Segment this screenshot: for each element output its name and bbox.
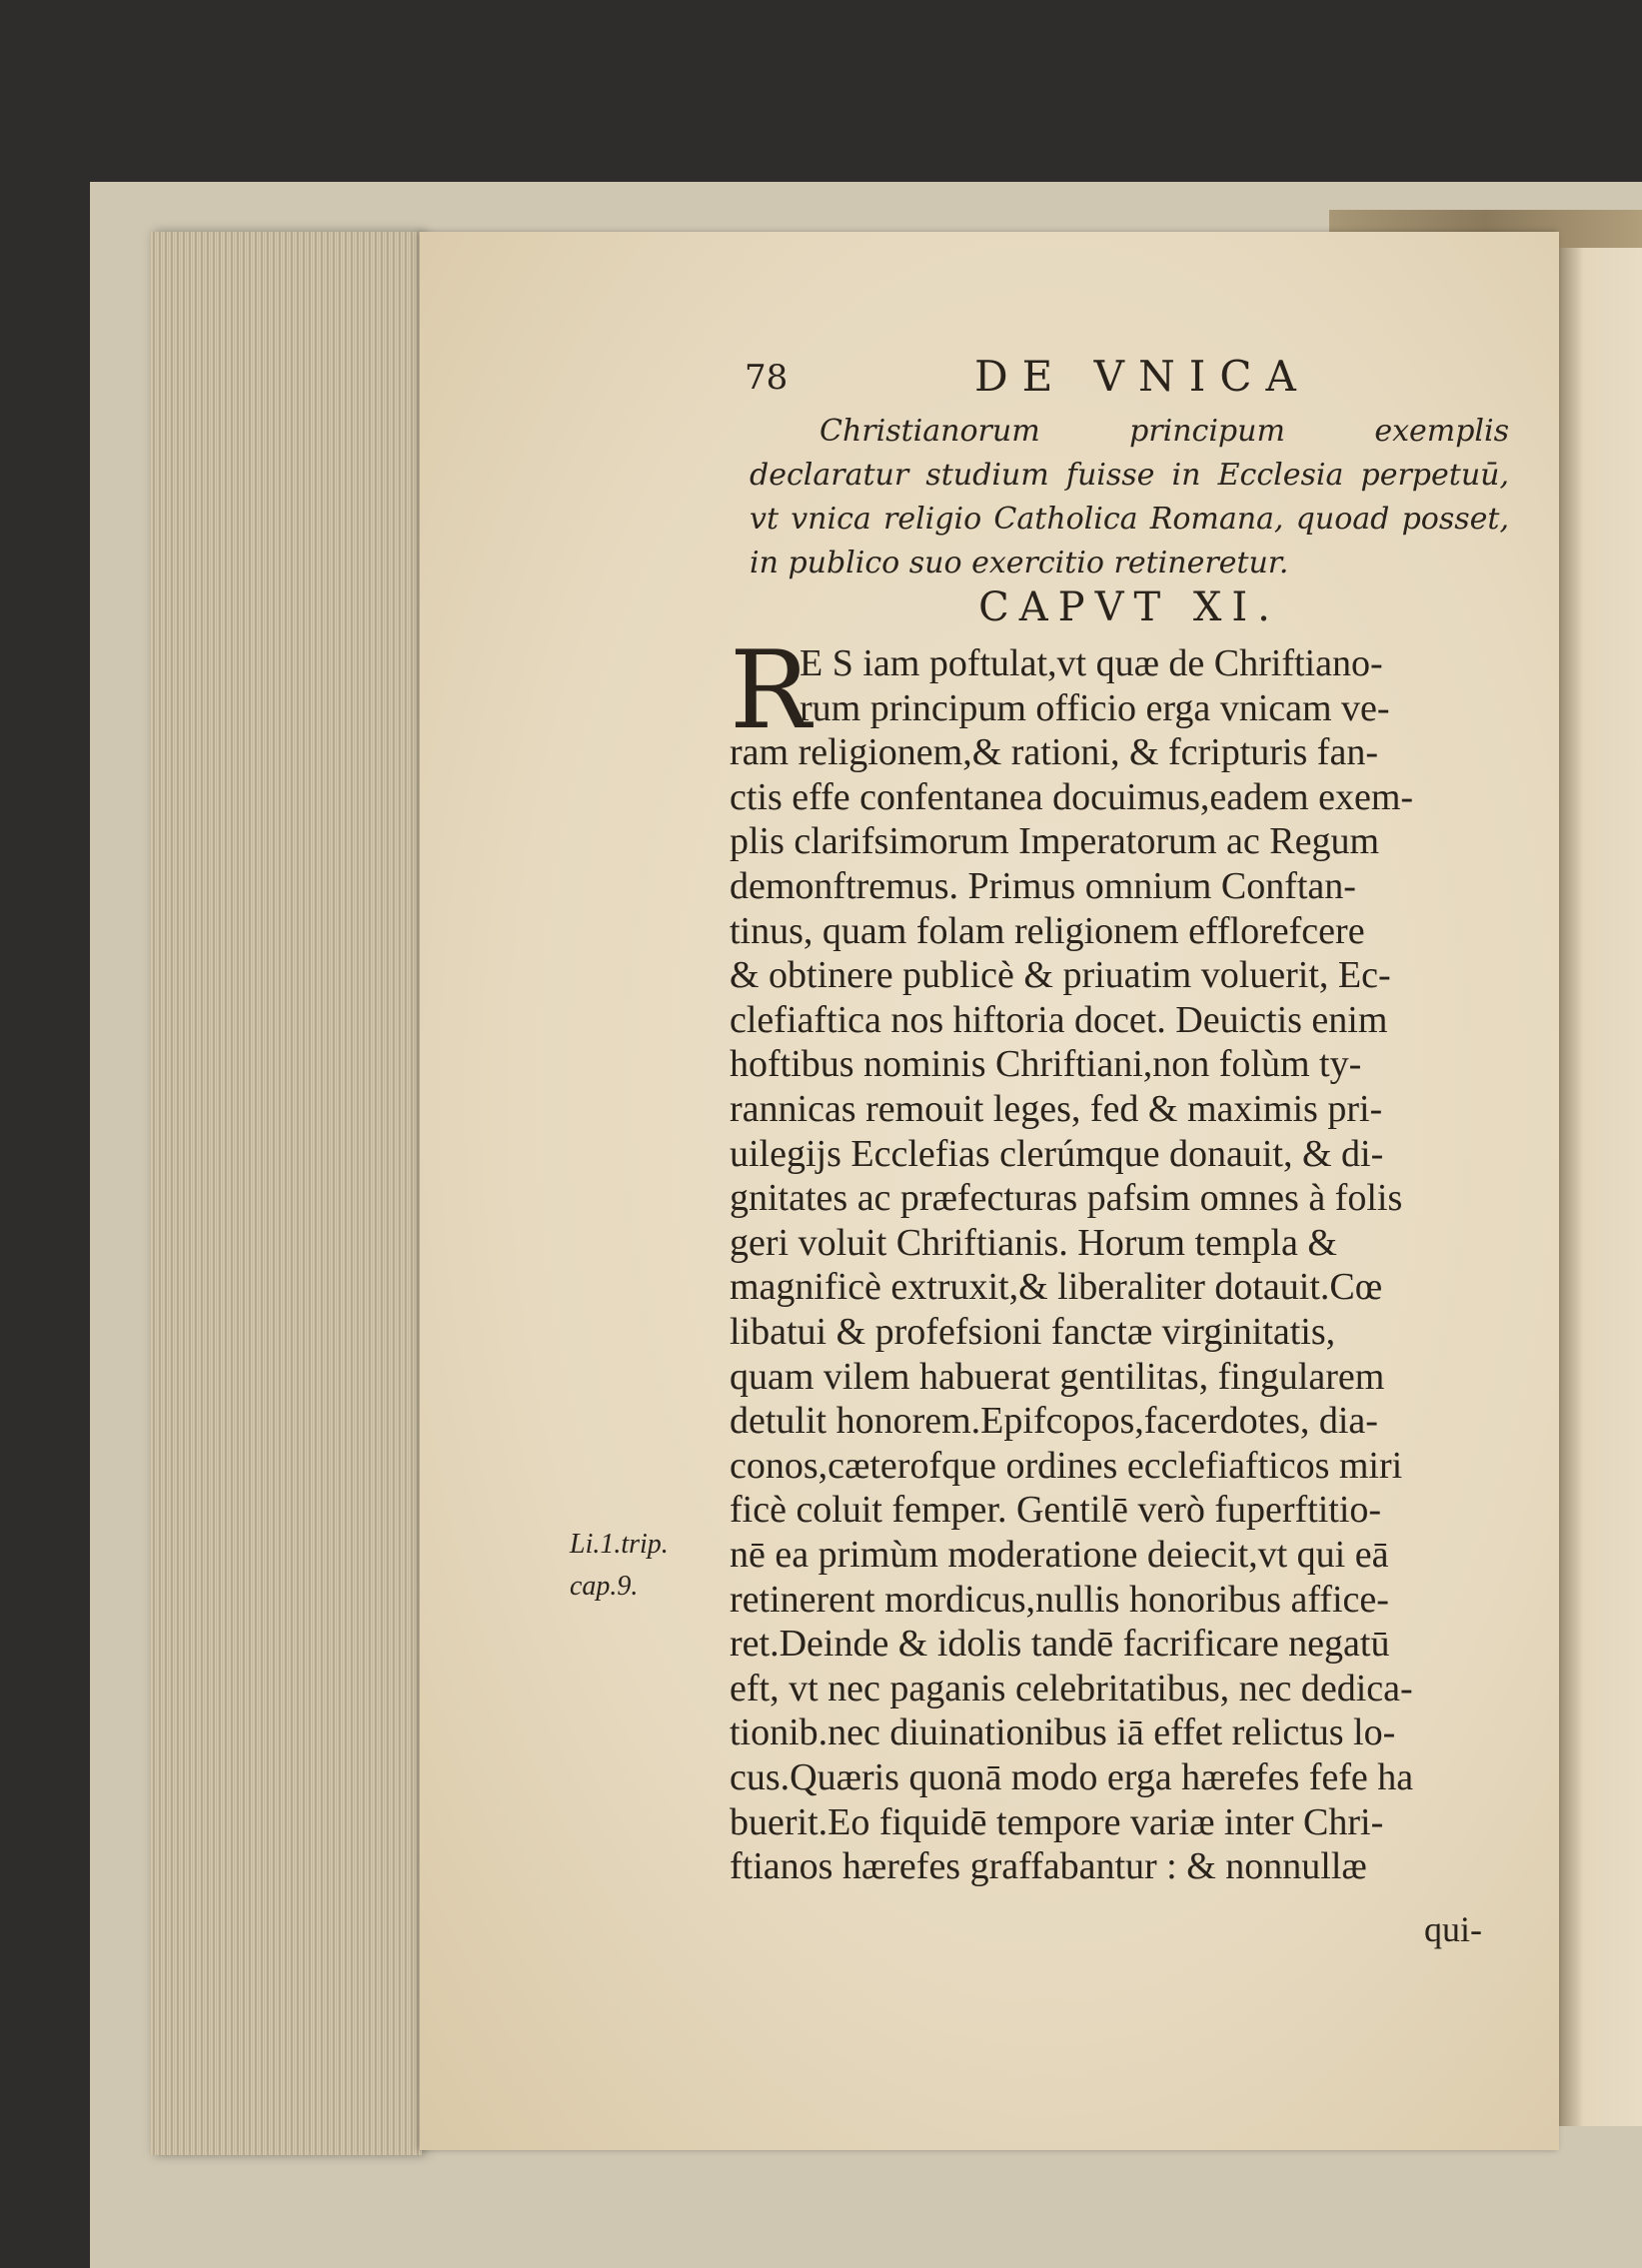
text-line: ram religionem,& rationi, & fcripturis fan- <box>730 731 1378 774</box>
text-line: clefiaftica nos hiftoria docet. Deuictis enim <box>730 998 1388 1041</box>
text-line: rannicas remouit leges, fed & maximis pri- <box>730 1088 1383 1130</box>
text-line: tionib.nec diuinationibus iā effet relictus lo- <box>730 1711 1396 1754</box>
text-line: ficè coluit femper. Gentilē verò fuperftitio- <box>730 1489 1382 1532</box>
text-line: geri voluit Chriftianis. Horum templa & <box>730 1221 1337 1264</box>
text-line: E S iam poftulat,vt quæ de Chriftiano- <box>800 642 1383 684</box>
margin-note-line: cap.9. <box>570 1571 639 1602</box>
text-line: uilegijs Ecclefias clerúmque donauit, & di- <box>730 1132 1384 1175</box>
text-line: buerit.Eo fiquidē tempore variæ inter Chri- <box>730 1800 1384 1843</box>
catchword: qui- <box>1424 1909 1482 1949</box>
margin-note <box>570 1524 669 1608</box>
text-line: plis clarifsimorum Imperatorum ac Regum <box>730 820 1380 863</box>
text-line: eft, vt nec paganis celebritatibus, nec dedica- <box>730 1667 1413 1709</box>
text-line: gnitates ac præfecturas pafsim omnes à folis <box>730 1177 1403 1220</box>
text-line: quam vilem habuerat gentilitas, fingularem <box>730 1355 1385 1398</box>
chapter-title: CAPVT XI. <box>978 584 1280 630</box>
margin-note-line: Li.1.trip. <box>570 1529 669 1560</box>
text-line: hoftibus nominis Chriftiani,non folùm ty- <box>730 1043 1362 1086</box>
text-line: retinerent mordicus,nullis honoribus affice- <box>730 1578 1389 1621</box>
text-line: ctis effe confentanea docuimus,eadem exem- <box>730 775 1414 818</box>
text-line: rum principum officio erga vnicam ve- <box>800 686 1390 729</box>
text-line: detulit honorem.Epifcopos,facerdotes, dia- <box>730 1400 1378 1443</box>
drop-cap: R <box>730 628 812 753</box>
text-line: ret.Deinde & idolis tandē facrificare negatū <box>730 1623 1390 1666</box>
text-line: libatui & profefsioni fanctæ virginitatis, <box>730 1311 1336 1353</box>
page-header <box>745 352 1464 412</box>
chapter-summary: Christianorum principum exemplis declaratur studium fuisse in Ecclesia perpetuū, vt vnica religio Catholica Romana, quoad posset, in publico suo exercitio retineretur. <box>750 414 1509 580</box>
text-line: conos,cæterofque ordines ecclefiafticos miri <box>730 1444 1403 1487</box>
running-title: DE VNICA <box>974 352 1310 401</box>
text-line: magnificè extruxit,& liberaliter dotauit.Cœ <box>730 1266 1383 1309</box>
facing-page <box>1559 248 1642 2126</box>
text-line: tinus, quam folam religionem efflorefcere <box>730 909 1365 952</box>
text-line: demonftremus. Primus omnium Conftan- <box>730 865 1356 907</box>
text-line: cus.Quæris quonā modo erga hærefes fefe ha <box>730 1756 1414 1798</box>
text-line: & obtinere publicè & priuatim voluerit, Ec- <box>730 954 1391 997</box>
page-number: 78 <box>745 358 789 398</box>
page-edges <box>150 232 422 2155</box>
text-line: nē ea primùm moderatione deiecit,vt qui eā <box>730 1534 1389 1576</box>
text-line: ftianos hærefes graffabantur : & nonnullæ <box>730 1845 1367 1888</box>
